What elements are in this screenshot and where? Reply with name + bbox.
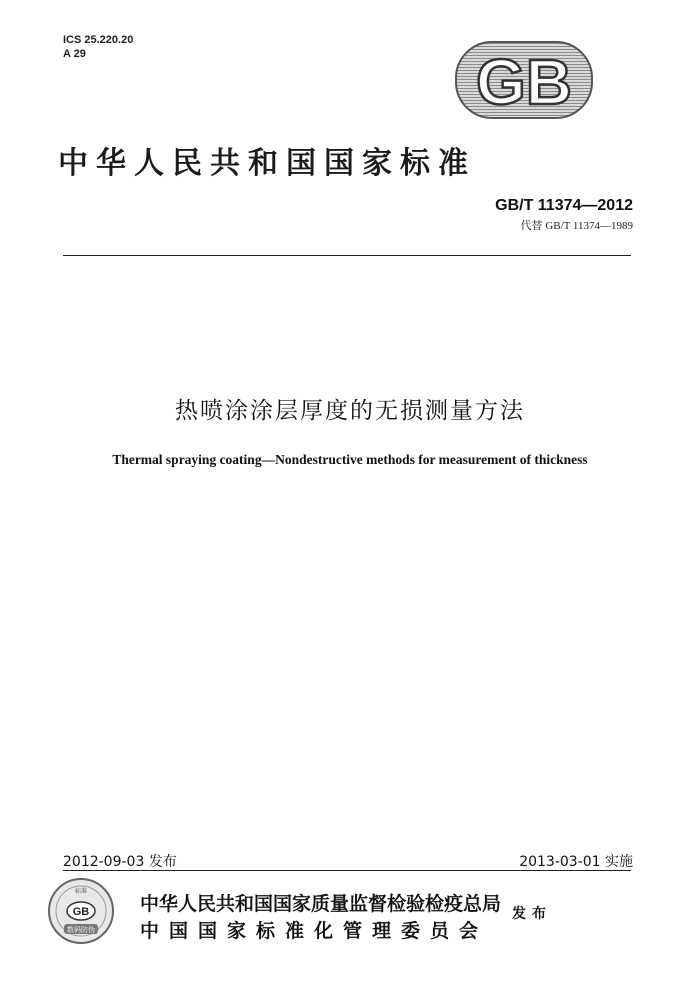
gb-logo-icon bbox=[454, 40, 594, 120]
ccs-code: A 29 bbox=[63, 48, 86, 60]
footer-divider bbox=[63, 870, 631, 871]
issuer-sac: 中国国家标准化管理委员会 bbox=[140, 920, 489, 942]
logo-text: GB bbox=[476, 46, 572, 118]
replaces-standard: 代替 GB/T 11374—1989 bbox=[520, 220, 633, 232]
seal-text-bottom: 数码防伪 bbox=[67, 926, 95, 934]
classification-codes bbox=[63, 33, 133, 61]
standard-number: GB/T 11374—2012 bbox=[495, 197, 633, 214]
header-divider bbox=[63, 255, 631, 256]
publish-label: 发布 bbox=[512, 906, 552, 922]
seal-text-center: GB bbox=[72, 906, 90, 918]
issue-date: 2012-09-03 发布 bbox=[63, 854, 177, 870]
issuer-aqsiq: 中华人民共和国国家质量监督检验检疫总局 bbox=[140, 893, 502, 915]
document-title-chinese: 热喷涂涂层厚度的无损测量方法 bbox=[175, 398, 525, 424]
implementation-date: 2013-03-01 实施 bbox=[519, 854, 633, 870]
standard-category-title: 中华人民共和国国家标准 bbox=[58, 146, 476, 181]
document-title-english: Thermal spraying coating—Nondestructive methods for measurement of thickness bbox=[112, 452, 588, 467]
standards-seal-icon bbox=[46, 876, 116, 946]
seal-text-top: 标准 bbox=[74, 888, 88, 895]
ics-code: ICS 25.220.20 bbox=[63, 34, 134, 46]
